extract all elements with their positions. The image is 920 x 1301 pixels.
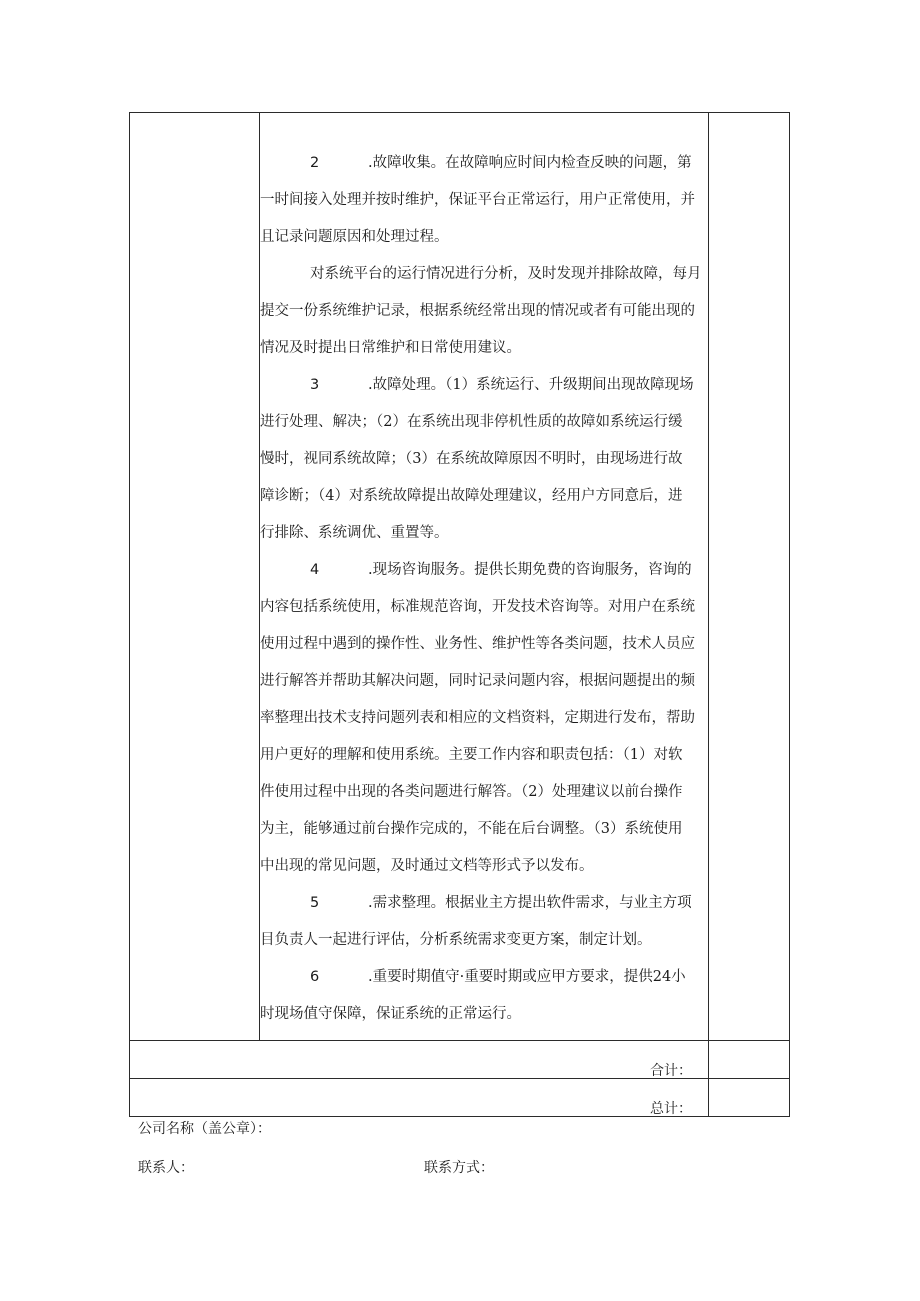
table-border-left (129, 112, 130, 1117)
text-line (260, 404, 710, 441)
text-line (260, 959, 710, 996)
item-text: 用户更好的理解和使用系统。主要工作内容和职责包括：（1）对软 (260, 747, 683, 763)
item-text: 率整理出技术支持问题列表和相应的文档资料，定期进行发布，帮助 (260, 710, 695, 726)
item-text: 障诊断；（4）对系统故障提出故障处理建议，经用户方同意后，进 (260, 488, 683, 504)
contact-info-label: 联系方式： (424, 1160, 494, 1176)
item-number: 4 (310, 562, 320, 578)
text-line (260, 182, 710, 219)
item-text: .故障处理。（1）系统运行、升级期间出现故障现场 (368, 377, 694, 393)
text-line (260, 256, 710, 293)
text-line (260, 145, 710, 182)
item-text: 行排除、系统调优、重置等。 (260, 525, 449, 541)
text-line (260, 589, 710, 626)
item-text: 时现场值守保障，保证系统的正常运行。 (260, 1006, 521, 1022)
text-line (260, 330, 710, 367)
text-line (260, 700, 710, 737)
item-text: 对系统平台的运行情况进行分析，及时发现并排除故障，每月 (310, 266, 702, 282)
item-number: 3 (310, 377, 320, 393)
text-line (260, 922, 710, 959)
text-line (260, 848, 710, 885)
text-line (260, 737, 710, 774)
item-text: 内容包括系统使用，标准规范咨询，开发技术咨询等。对用户在系统 (260, 599, 695, 615)
text-line (260, 367, 710, 404)
item-text: 件使用过程中出现的各类问题进行解答。（2）处理建议以前台操作 (260, 784, 683, 800)
item-text: 提交一份系统维护记录，根据系统经常出现的情况或者有可能出现的 (260, 303, 695, 319)
service-description-cell (260, 145, 710, 1033)
subtotal-label: 合计： (650, 1063, 692, 1079)
company-name-label: 公司名称（盖公章）： (138, 1121, 271, 1137)
item-text: .需求整理。根据业主方提出软件需求，与业主方项 (368, 895, 692, 911)
item-text: 且记录问题原因和处理过程。 (260, 229, 449, 245)
item-text: 使用过程中遇到的操作性、业务性、维护性等各类问题，技术人员应 (260, 636, 695, 652)
item-text: 中出现的常见问题，及时通过文档等形式予以发布。 (260, 858, 594, 874)
item-text: 目负责人一起进行评估，分析系统需求变更方案，制定计划。 (260, 932, 652, 948)
text-line (260, 478, 710, 515)
item-text: 进行解答并帮助其解决问题，同时记录问题内容，根据问题提出的频 (260, 673, 695, 689)
text-line (260, 774, 710, 811)
item-text: 慢时，视同系统故障；（3）在系统故障原因不明时，由现场进行故 (260, 451, 683, 467)
item-number: 6 (310, 969, 320, 985)
total-label: 总计： (650, 1101, 692, 1117)
text-line (260, 626, 710, 663)
text-line (260, 441, 710, 478)
text-line (260, 996, 710, 1033)
item-text: 一时间接入处理并按时维护，保证平台正常运行，用户正常使用，并 (260, 192, 695, 208)
text-line (260, 552, 710, 589)
item-text: .重要时期值守·重要时期或应甲方要求，提供24小 (368, 969, 686, 985)
row-divider-content (129, 1040, 790, 1041)
item-text: 情况及时提出日常维护和日常使用建议。 (260, 340, 521, 356)
text-line (260, 811, 710, 848)
table-border-right (789, 112, 790, 1117)
contact-person-label: 联系人： (138, 1160, 194, 1176)
text-line (260, 885, 710, 922)
item-text: .现场咨询服务。提供长期免费的咨询服务，咨询的 (368, 562, 692, 578)
item-text: 为主，能够通过前台操作完成的，不能在后台调整。（3）系统使用 (260, 821, 683, 837)
text-line (260, 515, 710, 552)
text-line (260, 663, 710, 700)
item-text: 进行处理、解决；（2）在系统出现非停机性质的故障如系统运行缓 (260, 414, 683, 430)
text-line (260, 219, 710, 256)
text-line (260, 293, 710, 330)
item-number: 2 (310, 155, 320, 171)
item-text: .故障收集。在故障响应时间内检查反映的问题，第 (368, 155, 692, 171)
table-border-top (129, 112, 790, 113)
item-number: 5 (310, 895, 320, 911)
